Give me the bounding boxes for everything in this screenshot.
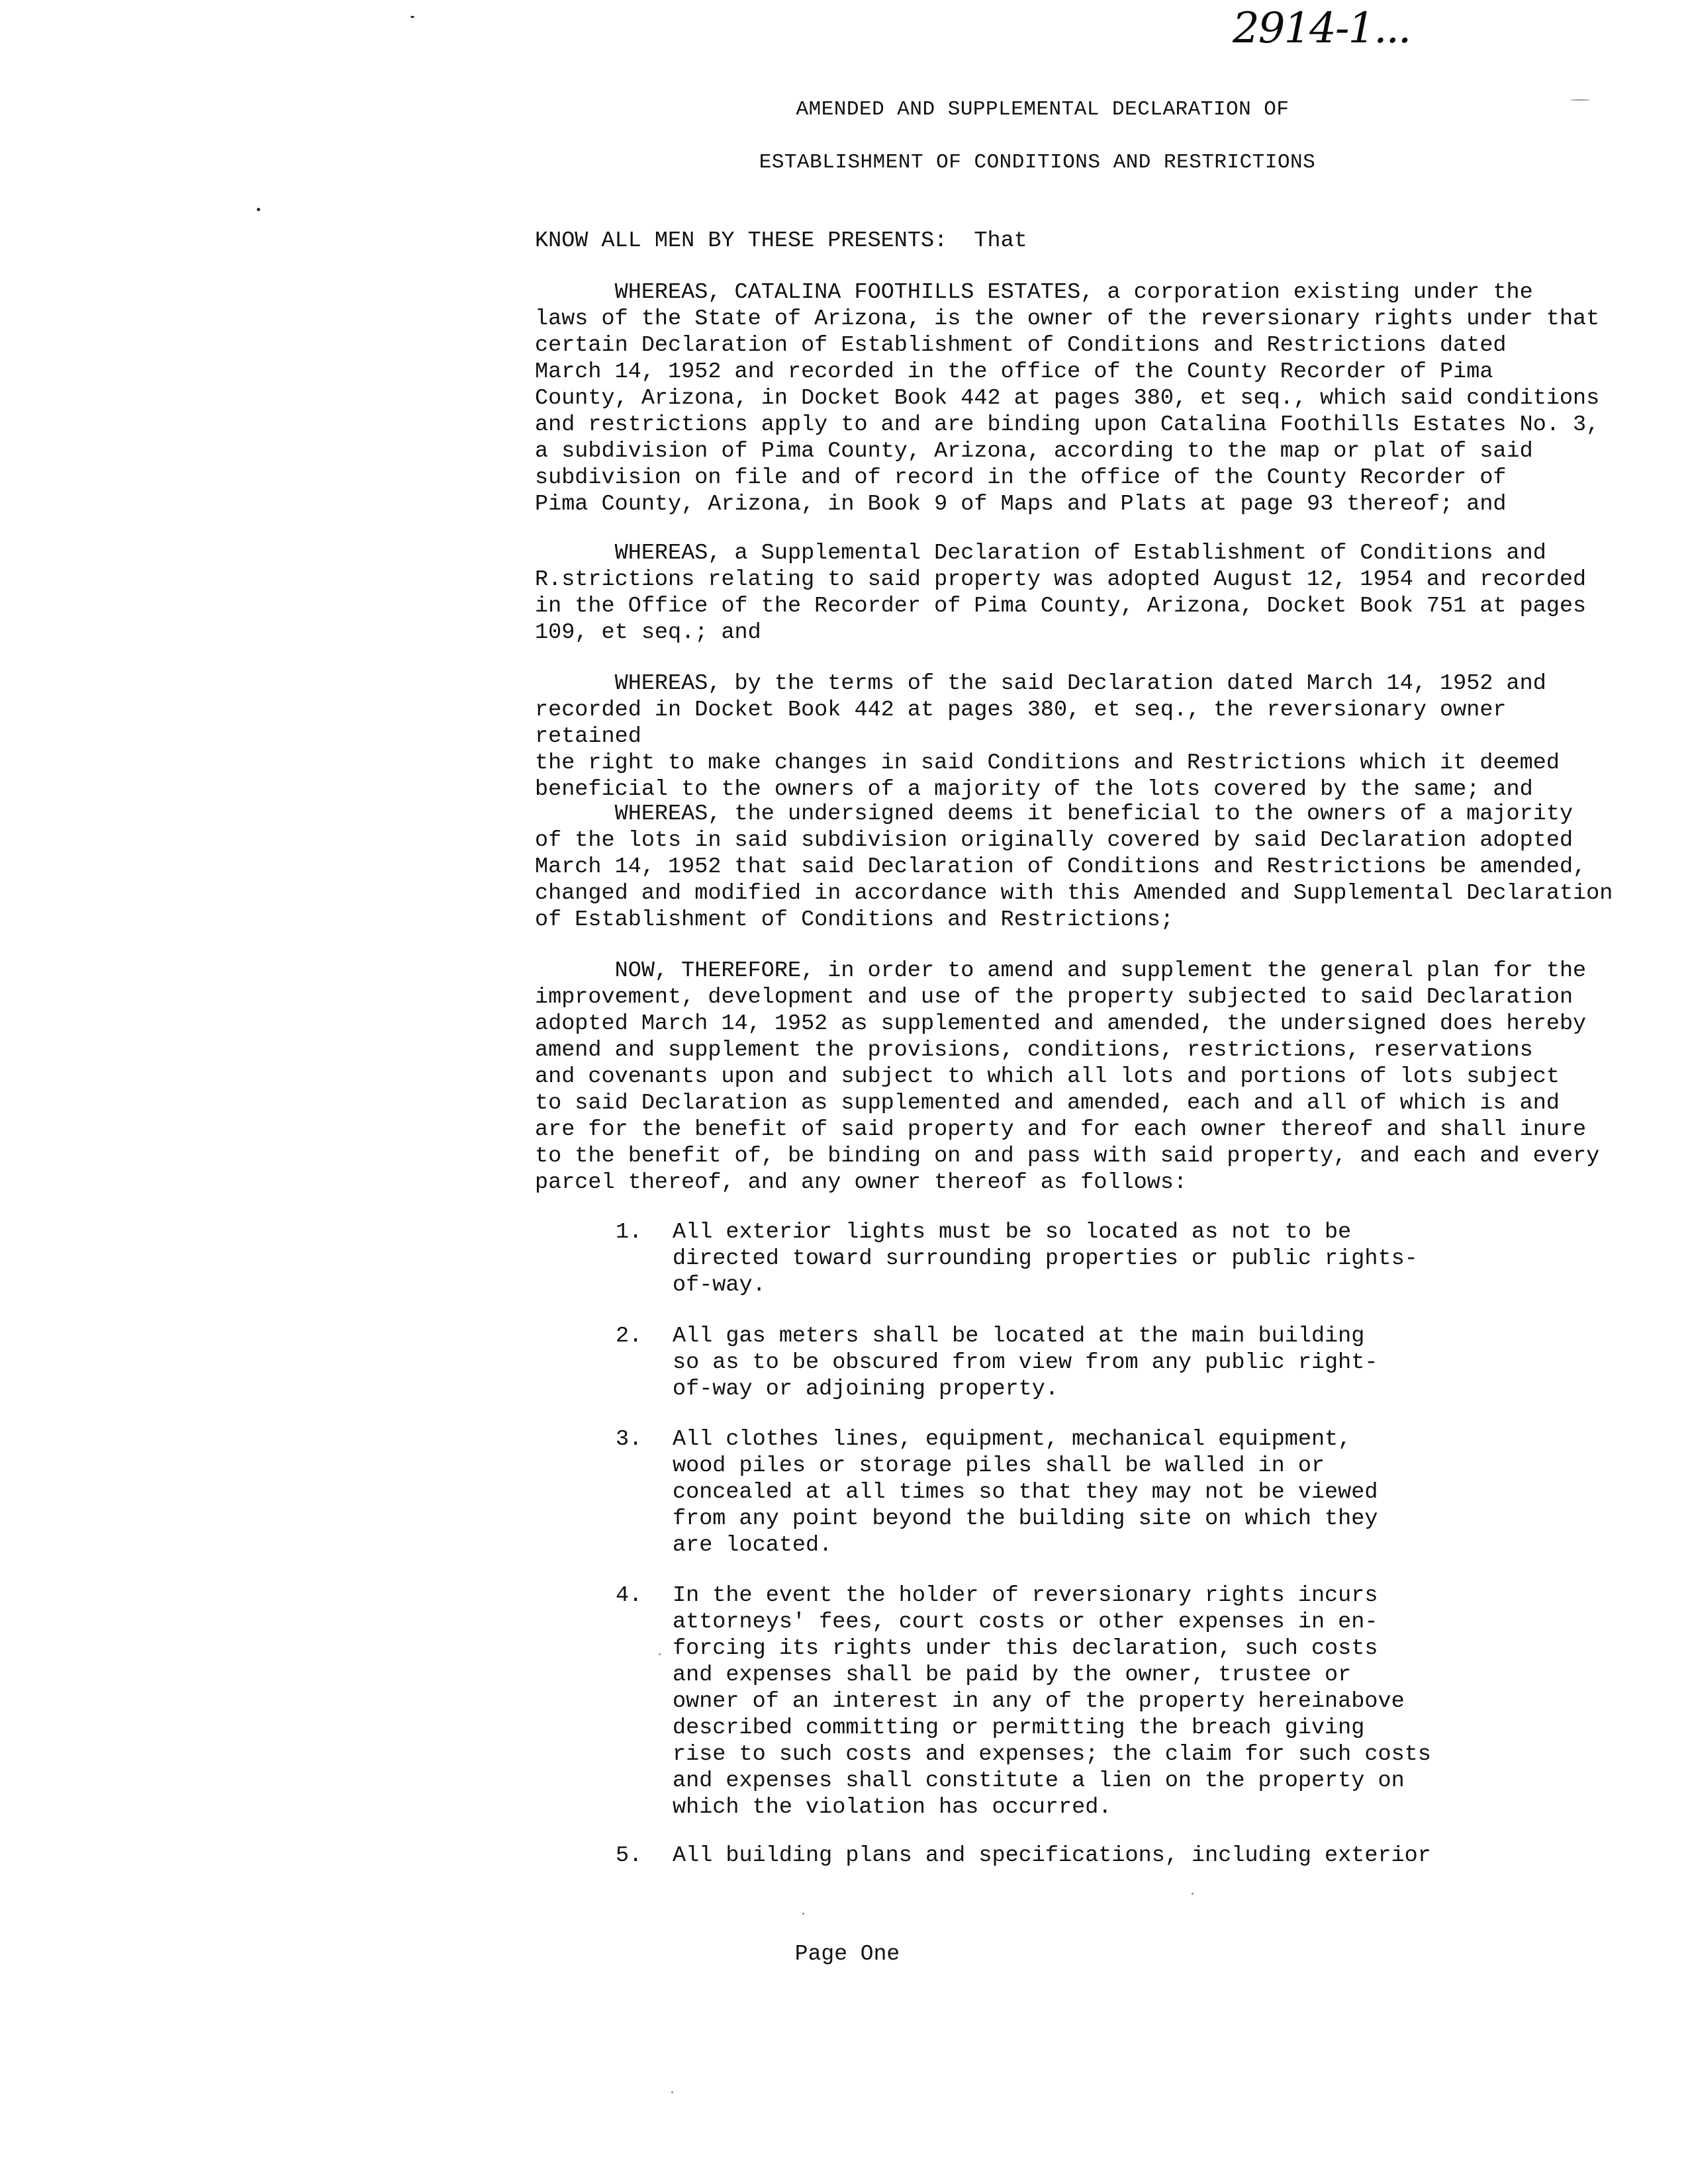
whereas-paragraph-4 <box>535 801 1620 933</box>
scan-speck <box>410 16 414 18</box>
now-therefore-paragraph <box>535 958 1620 1196</box>
scan-speck <box>802 1913 804 1915</box>
scan-speck <box>257 208 260 211</box>
whereas-paragraph-2 <box>535 540 1620 646</box>
list-item-text: All exterior lights must be so located as not to be directed toward surrounding properties or public rights- of-way. <box>673 1220 1418 1298</box>
list-item-text: All building plans and specifications, including exterior <box>673 1843 1431 1868</box>
whereas-paragraph-3 <box>535 670 1620 803</box>
whereas-paragraph-1 <box>535 279 1620 518</box>
list-item-number: 5. <box>616 1843 643 1868</box>
scan-speck <box>671 2091 673 2093</box>
document-title-line-2: ESTABLISHMENT OF CONDITIONS AND RESTRICTIONS <box>759 151 1316 174</box>
paragraph-text: WHEREAS, by the terms of the said Declaration dated March 14, 1952 and recorded in Docket Book 442 at pages 380, et seq., the reversionary owner retained the right to make changes in said Conditions and Restrictions which it deemed beneficial to the owners of a majority of the lots covered by the same; and <box>535 671 1560 802</box>
list-item-number: 3. <box>616 1427 643 1452</box>
list-item-text: All clothes lines, equipment, mechanical equipment, wood piles or storage piles shall be walled in or concealed at all times so that they may not be viewed from any point beyond the building site on which they are located. <box>673 1427 1378 1558</box>
list-item-text: All gas meters shall be located at the main building so as to be obscured from view from any public right- of-way or adjoining property. <box>673 1324 1378 1402</box>
handwritten-file-number: 2914-1... <box>1233 4 1411 53</box>
scan-speck <box>1192 1893 1194 1895</box>
paragraph-text: NOW, THEREFORE, in order to amend and supplement the general plan for the improvement, development and use of the property subjected to said Declaration adopted March 14, 1952 as supplemented and amended, the undersigned does hereby amend and supplement the provisions, conditions, restrictions, reservations and covenants upon and subject to which all lots and portions of lots subject to said Declaration as supplemented and amended, each and all of which is and are for the benefit of said property and for each owner thereof and shall inure to the benefit of, be binding on and pass with said property, and each and every parcel thereof, and any owner thereof as follows: <box>535 958 1600 1195</box>
intro-line: KNOW ALL MEN BY THESE PRESENTS: That <box>535 228 1027 253</box>
paragraph-text: WHEREAS, a Supplemental Declaration of Establishment of Conditions and R.strictions relating to said property was adopted August 12, 1954 and recorded in the Office of the Recorder of Pima County, Arizona, Docket Book 751 at pages 109, et seq.; and <box>535 541 1587 645</box>
page-number-footer: Page One <box>794 1942 900 1966</box>
list-item-number: 1. <box>616 1220 643 1245</box>
list-item-text: In the event the holder of reversionary rights incurs attorneys' fees, court costs or other expenses in en- forcing its rights under this declaration, such costs and expenses shall be paid by the owner, trustee or owner of an interest in any of the property hereinabove described committing or permitting the breach giving rise to such costs and expenses; the claim for such costs and expenses shall constitute a lien on the property on which the violation has occurred. <box>673 1583 1431 1820</box>
paragraph-text: WHEREAS, CATALINA FOOTHILLS ESTATES, a corporation existing under the laws of the State of Arizona, is the owner of the reversionary rights under that certain Declaration of Establishment of Conditions and Restrictions dated March 14, 1952 and recorded in the office of the County Recorder of Pima County, Arizona, in Docket Book 442 at pages 380, et seq., which said conditions and restrictions apply to and are binding upon Catalina Foothills Estates No. 3, a subdivision of Pima County, Arizona, according to the map or plat of said subdivision on file and of record in the office of the County Recorder of Pima County, Arizona, in Book 9 of Maps and Plats at page 93 thereof; and <box>535 280 1600 517</box>
scan-speck <box>1570 99 1590 101</box>
scan-speck <box>659 1653 661 1655</box>
document-title-line-1: AMENDED AND SUPPLEMENTAL DECLARATION OF <box>796 98 1289 121</box>
list-item-number: 2. <box>616 1324 643 1349</box>
list-item-number: 4. <box>616 1583 643 1608</box>
paragraph-text: WHEREAS, the undersigned deems it beneficial to the owners of a majority of the lots in said subdivision originally covered by said Declaration adopted March 14, 1952 that said Declaration of Conditions and Restrictions be amended, changed and modified in accordance with this Amended and Supplemental Declaration of Establishment of Conditions and Restrictions; <box>535 801 1613 933</box>
